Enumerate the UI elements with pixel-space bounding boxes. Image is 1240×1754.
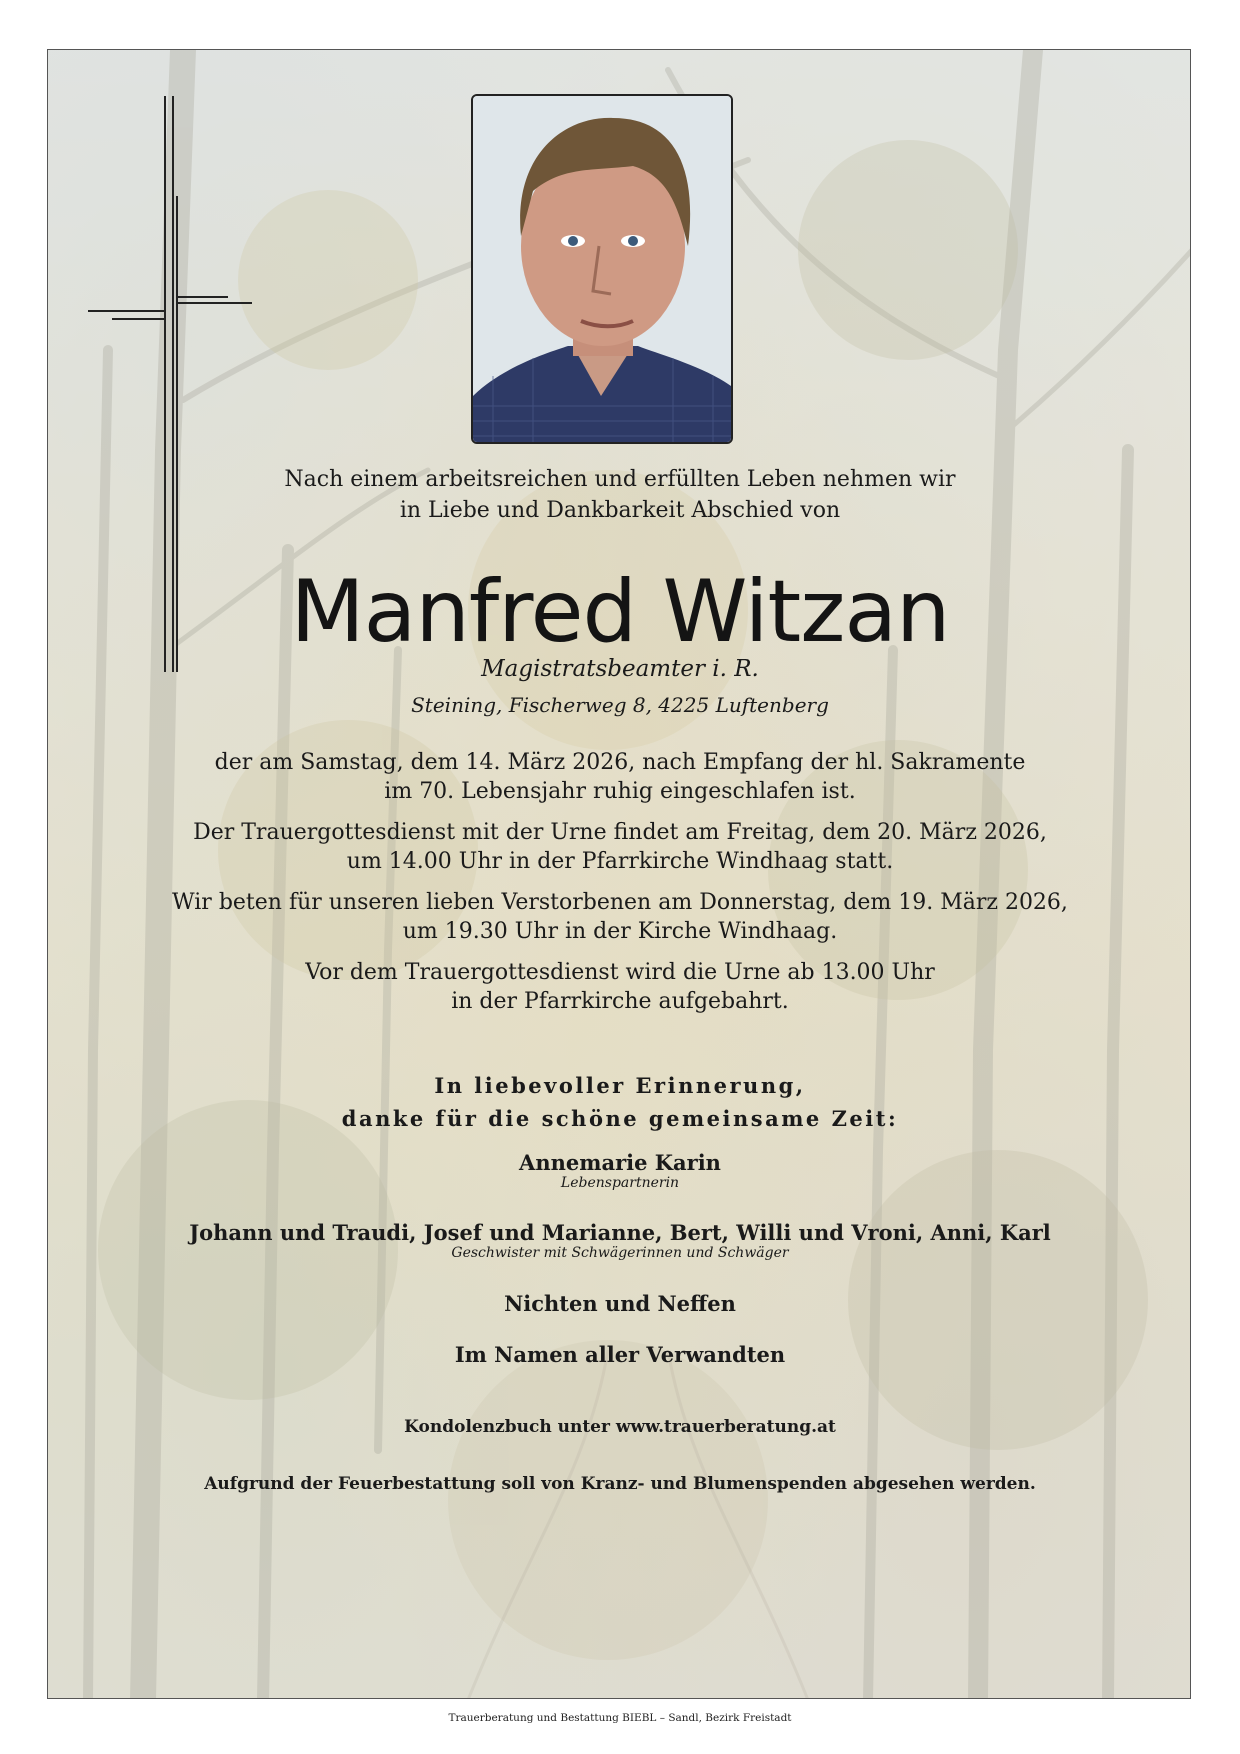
paragraph-line: im 70. Lebensjahr ruhig eingeschlafen ist. — [384, 779, 856, 804]
mourner-siblings — [48, 1220, 1191, 1261]
deceased-title: Magistratsbeamter i. R. — [481, 656, 759, 682]
mourner-name: Johann und Traudi, Josef und Marianne, Bert, Willi und Vroni, Anni, Karl — [189, 1220, 1051, 1245]
obituary-content — [48, 50, 1190, 1698]
remembrance-line-2: danke für die schöne gemeinsame Zeit: — [341, 1106, 899, 1131]
portrait-photo — [471, 94, 733, 444]
undertaker-footer: Trauerberatung und Bestattung BIEBL – Sandl, Bezirk Freistadt — [448, 1712, 792, 1724]
mourner-name: Annemarie Karin — [519, 1150, 721, 1175]
deceased-address: Steining, Fischerweg 8, 4225 Luftenberg — [411, 693, 829, 717]
portrait-icon — [473, 96, 731, 442]
mourner-nieces: Nichten und Neffen — [504, 1291, 736, 1316]
obituary-card — [47, 49, 1191, 1699]
paragraph-death — [48, 748, 1191, 806]
remembrance-line-1: In liebevoller Erinnerung, — [434, 1073, 806, 1098]
paragraph-line: Wir beten für unseren lieben Verstorbenen am Donnerstag, dem 19. März 2026, — [172, 890, 1068, 915]
intro-line-2: in Liebe und Dankbarkeit Abschied von — [399, 498, 841, 523]
cremation-notice: Aufgrund der Feuerbestattung soll von Kranz- und Blumenspenden abgesehen werden. — [204, 1474, 1036, 1494]
paragraph-line: in der Pfarrkirche aufgebahrt. — [451, 989, 789, 1014]
paragraph-urn — [48, 958, 1191, 1016]
deceased-name: Manfred Witzan — [290, 562, 950, 662]
condolence-link[interactable]: Kondolenzbuch unter www.trauerberatung.at — [404, 1417, 836, 1437]
mourner-relation: Geschwister mit Schwägerinnen und Schwäger — [451, 1245, 789, 1261]
mourner-relation: Lebenspartnerin — [560, 1175, 680, 1191]
intro-line-1: Nach einem arbeitsreichen und erfüllten Leben nehmen wir — [284, 467, 956, 492]
paragraph-service — [48, 818, 1191, 876]
mourner-partner — [48, 1150, 1191, 1191]
paragraph-prayer — [48, 888, 1191, 946]
intro-text — [48, 464, 1191, 526]
mourner-relatives: Im Namen aller Verwandten — [454, 1342, 786, 1367]
paragraph-line: Vor dem Trauergottesdienst wird die Urne ab 13.00 Uhr — [305, 960, 935, 985]
paragraph-line: Der Trauergottesdienst mit der Urne findet am Freitag, dem 20. März 2026, — [193, 820, 1047, 845]
remembrance-text — [48, 1069, 1191, 1135]
paragraph-line: um 19.30 Uhr in der Kirche Windhaag. — [402, 919, 838, 944]
paragraph-line: um 14.00 Uhr in der Pfarrkirche Windhaag statt. — [346, 849, 894, 874]
paragraph-line: der am Samstag, dem 14. März 2026, nach Empfang der hl. Sakramente — [214, 750, 1026, 775]
